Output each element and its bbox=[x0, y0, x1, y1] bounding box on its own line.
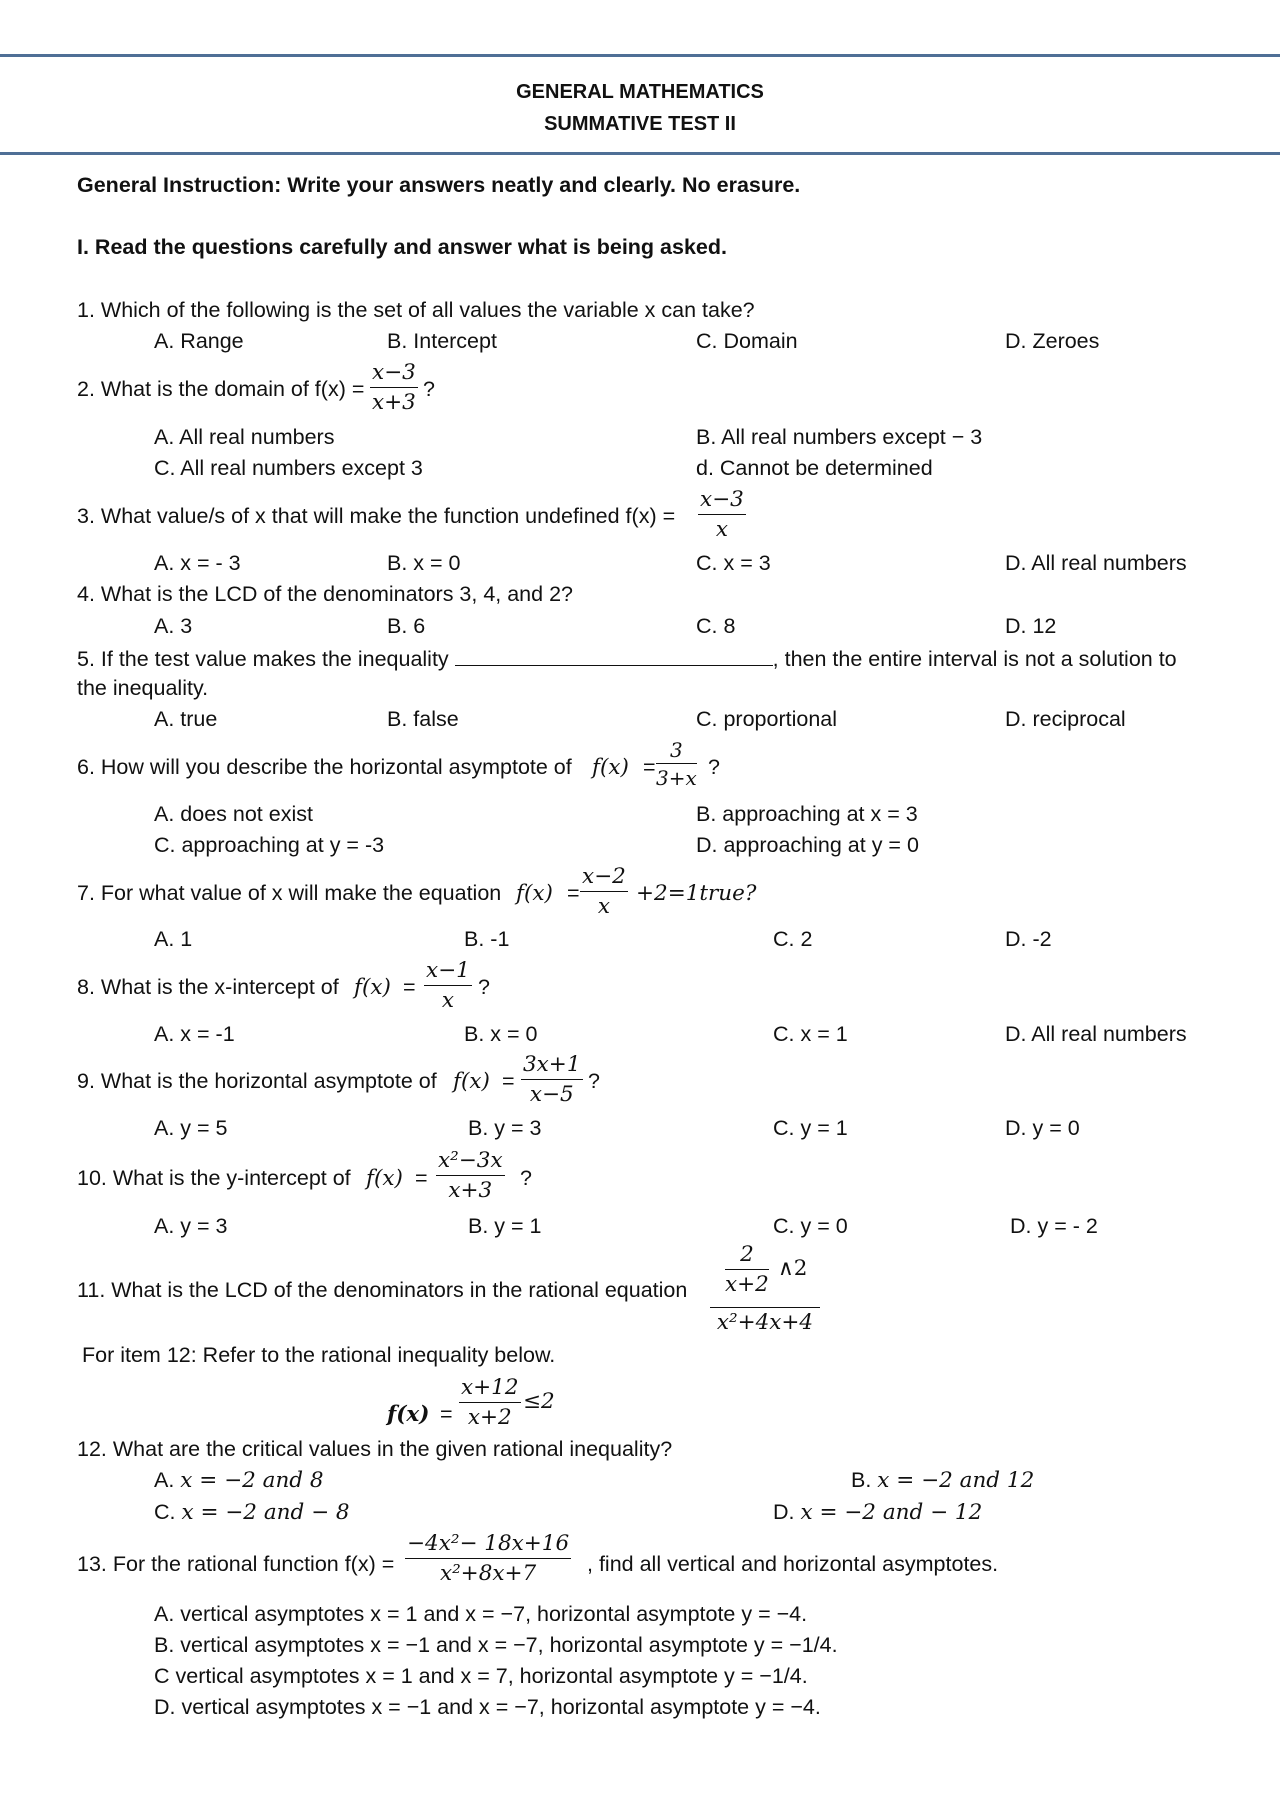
q12-choice-d bbox=[773, 1502, 982, 1524]
q8-function-name: f(x) bbox=[354, 975, 391, 1000]
q3-choice-d: D. All real numbers bbox=[1005, 551, 1187, 575]
q8-numerator: x−1 bbox=[426, 958, 470, 983]
q12-choice-a bbox=[154, 1470, 324, 1492]
question-2: 2. What is the domain of f(x) = bbox=[77, 377, 365, 401]
q3-denominator: x bbox=[715, 516, 728, 542]
q2-choice-c: C. All real numbers except 3 bbox=[154, 456, 423, 480]
q12-choice-c-label: C. bbox=[154, 1500, 182, 1524]
q3-choice-b: B. x = 0 bbox=[387, 551, 461, 575]
question-9: 9. What is the horizontal asymptote of bbox=[77, 1069, 437, 1093]
q6-question-mark: ? bbox=[708, 755, 720, 779]
q9-fraction bbox=[521, 1054, 583, 1105]
q6-fraction bbox=[656, 740, 697, 788]
q13-fraction bbox=[405, 1533, 571, 1584]
q7-fraction bbox=[580, 866, 628, 917]
q7-equals: = bbox=[567, 881, 580, 905]
q11-inner-numerator: 2 bbox=[740, 1242, 754, 1267]
q10-choice-a: A. y = 3 bbox=[154, 1214, 228, 1238]
q9-equals: = bbox=[502, 1069, 515, 1093]
q1-choice-a: A. Range bbox=[154, 329, 244, 353]
q9-numerator: 3x+1 bbox=[523, 1052, 581, 1077]
q8-choice-a: A. x = -1 bbox=[154, 1022, 235, 1046]
q8-choice-b: B. x = 0 bbox=[464, 1022, 538, 1046]
q12-denominator: x+2 bbox=[467, 1404, 512, 1430]
q10-equals: = bbox=[415, 1166, 428, 1190]
q10-numerator: x²−3x bbox=[438, 1148, 503, 1173]
q11-inner-fraction bbox=[725, 1244, 769, 1295]
header-top-rule bbox=[0, 54, 1280, 57]
q7-choice-b: B. -1 bbox=[464, 927, 510, 951]
q6-choice-a: A. does not exist bbox=[154, 802, 313, 826]
q10-function-name: f(x) bbox=[366, 1166, 403, 1191]
question-7: 7. For what value of x will make the equation bbox=[77, 881, 502, 905]
question-10: 10. What is the y-intercept of bbox=[77, 1166, 351, 1190]
test-title: GENERAL MATHEMATICS bbox=[516, 81, 764, 103]
q1-choice-c: C. Domain bbox=[696, 329, 798, 353]
q1-choice-d: D. Zeroes bbox=[1005, 329, 1100, 353]
question-11: 11. What is the LCD of the denominators in the rational equation bbox=[77, 1278, 688, 1302]
q6-choice-b: B. approaching at x = 3 bbox=[696, 802, 918, 826]
q8-equals: = bbox=[403, 975, 416, 999]
q8-choice-d: D. All real numbers bbox=[1005, 1022, 1187, 1046]
q13-choice-d: D. vertical asymptotes x = −1 and x = −7, horizontal asymptote y = −4. bbox=[154, 1695, 821, 1719]
q6-choice-d: D. approaching at y = 0 bbox=[696, 833, 919, 857]
question-13: 13. For the rational function f(x) = bbox=[77, 1552, 395, 1576]
q6-choice-c: C. approaching at y = -3 bbox=[154, 833, 385, 857]
q4-choice-b: B. 6 bbox=[387, 614, 426, 638]
test-subtitle: SUMMATIVE TEST II bbox=[544, 113, 736, 135]
q11-outer-denominator: x²+4x+4 bbox=[716, 1310, 814, 1335]
q7-choice-a: A. 1 bbox=[154, 927, 193, 951]
question-5 bbox=[77, 647, 1177, 671]
q1-choice-b: B. Intercept bbox=[387, 329, 497, 353]
q5-choice-b: B. false bbox=[387, 707, 459, 731]
q13-question-end: , find all vertical and horizontal asymptotes. bbox=[587, 1552, 999, 1576]
q8-choice-c: C. x = 1 bbox=[773, 1022, 848, 1046]
q12-choice-b-label: B. bbox=[851, 1468, 878, 1492]
q4-choice-c: C. 8 bbox=[696, 614, 736, 638]
q9-choice-a: A. y = 5 bbox=[154, 1116, 228, 1140]
q12-equals: = bbox=[440, 1402, 453, 1426]
question-4: 4. What is the LCD of the denominators 3, 4, and 2? bbox=[77, 582, 573, 606]
q4-choice-d: D. 12 bbox=[1005, 614, 1057, 638]
q13-choice-a: A. vertical asymptotes x = 1 and x = −7, horizontal asymptote y = −4. bbox=[154, 1602, 808, 1626]
q2-choice-a: A. All real numbers bbox=[154, 425, 335, 449]
item-12-intro: For item 12: Refer to the rational inequality below. bbox=[82, 1343, 556, 1367]
q8-question-mark: ? bbox=[478, 975, 490, 999]
q4-choice-a: A. 3 bbox=[154, 614, 193, 638]
q3-fraction bbox=[698, 489, 746, 540]
q10-choice-c: C. y = 0 bbox=[773, 1214, 848, 1238]
q12-choice-d-math: x = −2 and − 12 bbox=[800, 1500, 983, 1525]
q12-numerator: x+12 bbox=[461, 1375, 519, 1400]
q2-denominator: x+3 bbox=[372, 389, 416, 415]
q5-choice-c: C. proportional bbox=[696, 707, 838, 731]
q2-choice-d: d. Cannot be determined bbox=[696, 456, 933, 480]
q13-denominator: x²+8x+7 bbox=[439, 1560, 537, 1586]
question-12: 12. What are the critical values in the given rational inequality? bbox=[77, 1437, 673, 1461]
q7-function-name: f(x) bbox=[516, 881, 553, 906]
q13-numerator: −4x²− 18x+16 bbox=[407, 1531, 570, 1556]
q7-choice-d: D. -2 bbox=[1005, 927, 1052, 951]
q11-inner-denominator: x+2 bbox=[725, 1271, 769, 1297]
q11-outer-fraction bbox=[710, 1244, 820, 1334]
q12-choice-a-math: x = −2 and 8 bbox=[180, 1468, 324, 1493]
q9-denominator: x−5 bbox=[529, 1081, 574, 1107]
q2-fraction bbox=[370, 362, 418, 413]
q10-fraction bbox=[436, 1150, 505, 1201]
q2-numerator: x−3 bbox=[372, 360, 416, 385]
q12-choice-c bbox=[154, 1502, 350, 1524]
q10-choice-b: B. y = 1 bbox=[468, 1214, 542, 1238]
q12-choice-a-label: A. bbox=[154, 1468, 181, 1492]
q13-choice-b: B. vertical asymptotes x = −1 and x = −7, horizontal asymptote y = −1/4. bbox=[154, 1633, 838, 1657]
q6-function-name: f(x) bbox=[592, 755, 629, 780]
q5-choice-d: D. reciprocal bbox=[1005, 707, 1126, 731]
question-3: 3. What value/s of x that will make the function undefined f(x) = bbox=[77, 504, 676, 528]
q3-choice-c: C. x = 3 bbox=[696, 551, 771, 575]
q3-numerator: x−3 bbox=[700, 487, 744, 512]
q9-choice-b: B. y = 3 bbox=[468, 1116, 542, 1140]
q12-choice-c-math: x = −2 and − 8 bbox=[181, 1500, 350, 1525]
q9-question-mark: ? bbox=[588, 1069, 600, 1093]
question-1: 1. Which of the following is the set of all values the variable x can take? bbox=[77, 298, 755, 322]
q12-choice-b bbox=[851, 1470, 1034, 1492]
q5-choice-a: A. true bbox=[154, 707, 218, 731]
q5-answer-blank bbox=[455, 647, 773, 666]
q6-equals: = bbox=[643, 755, 656, 779]
q8-fraction bbox=[424, 960, 472, 1011]
q7-choice-c: C. 2 bbox=[773, 927, 813, 951]
q12-function-name: f(x) bbox=[387, 1402, 430, 1427]
q5-text-after: , then the entire interval is not a solution to bbox=[772, 647, 1177, 671]
q12-relation: ≤2 bbox=[523, 1389, 555, 1414]
q10-denominator: x+3 bbox=[448, 1177, 493, 1203]
q10-choice-d: D. y = - 2 bbox=[1010, 1214, 1098, 1238]
q5-text-before: 5. If the test value makes the inequality bbox=[77, 647, 455, 671]
q7-equation-tail: +2=1true? bbox=[636, 881, 757, 906]
q10-question-mark: ? bbox=[520, 1166, 532, 1190]
q13-choice-c: C vertical asymptotes x = 1 and x = 7, horizontal asymptote y = −1/4. bbox=[154, 1664, 808, 1688]
question-5-line-2: the inequality. bbox=[77, 676, 209, 700]
q11-outer-numerator bbox=[710, 1244, 820, 1307]
header-bottom-rule bbox=[0, 152, 1280, 155]
q6-numerator: 3 bbox=[670, 738, 683, 762]
q9-choice-c: C. y = 1 bbox=[773, 1116, 848, 1140]
q2-choice-b: B. All real numbers except − 3 bbox=[696, 425, 983, 449]
section-title: I. Read the questions carefully and answer what is being asked. bbox=[77, 235, 727, 259]
q12-choice-d-label: D. bbox=[773, 1500, 801, 1524]
q3-choice-a: A. x = - 3 bbox=[154, 551, 241, 575]
q6-denominator: 3+x bbox=[656, 766, 697, 790]
q9-function-name: f(x) bbox=[453, 1069, 490, 1094]
q7-numerator: x−2 bbox=[582, 864, 626, 889]
general-instruction: General Instruction: Write your answers neatly and clearly. No erasure. bbox=[77, 173, 801, 197]
q7-denominator: x bbox=[597, 893, 610, 919]
q8-denominator: x bbox=[441, 987, 454, 1013]
q12-choice-b-math: x = −2 and 12 bbox=[877, 1468, 1035, 1493]
q9-choice-d: D. y = 0 bbox=[1005, 1116, 1080, 1140]
question-6: 6. How will you describe the horizontal asymptote of bbox=[77, 755, 572, 779]
q12-fraction bbox=[459, 1377, 521, 1428]
question-8: 8. What is the x-intercept of bbox=[77, 975, 339, 999]
q11-power: ∧2 bbox=[778, 1256, 808, 1281]
q2-question-mark: ? bbox=[423, 377, 435, 401]
